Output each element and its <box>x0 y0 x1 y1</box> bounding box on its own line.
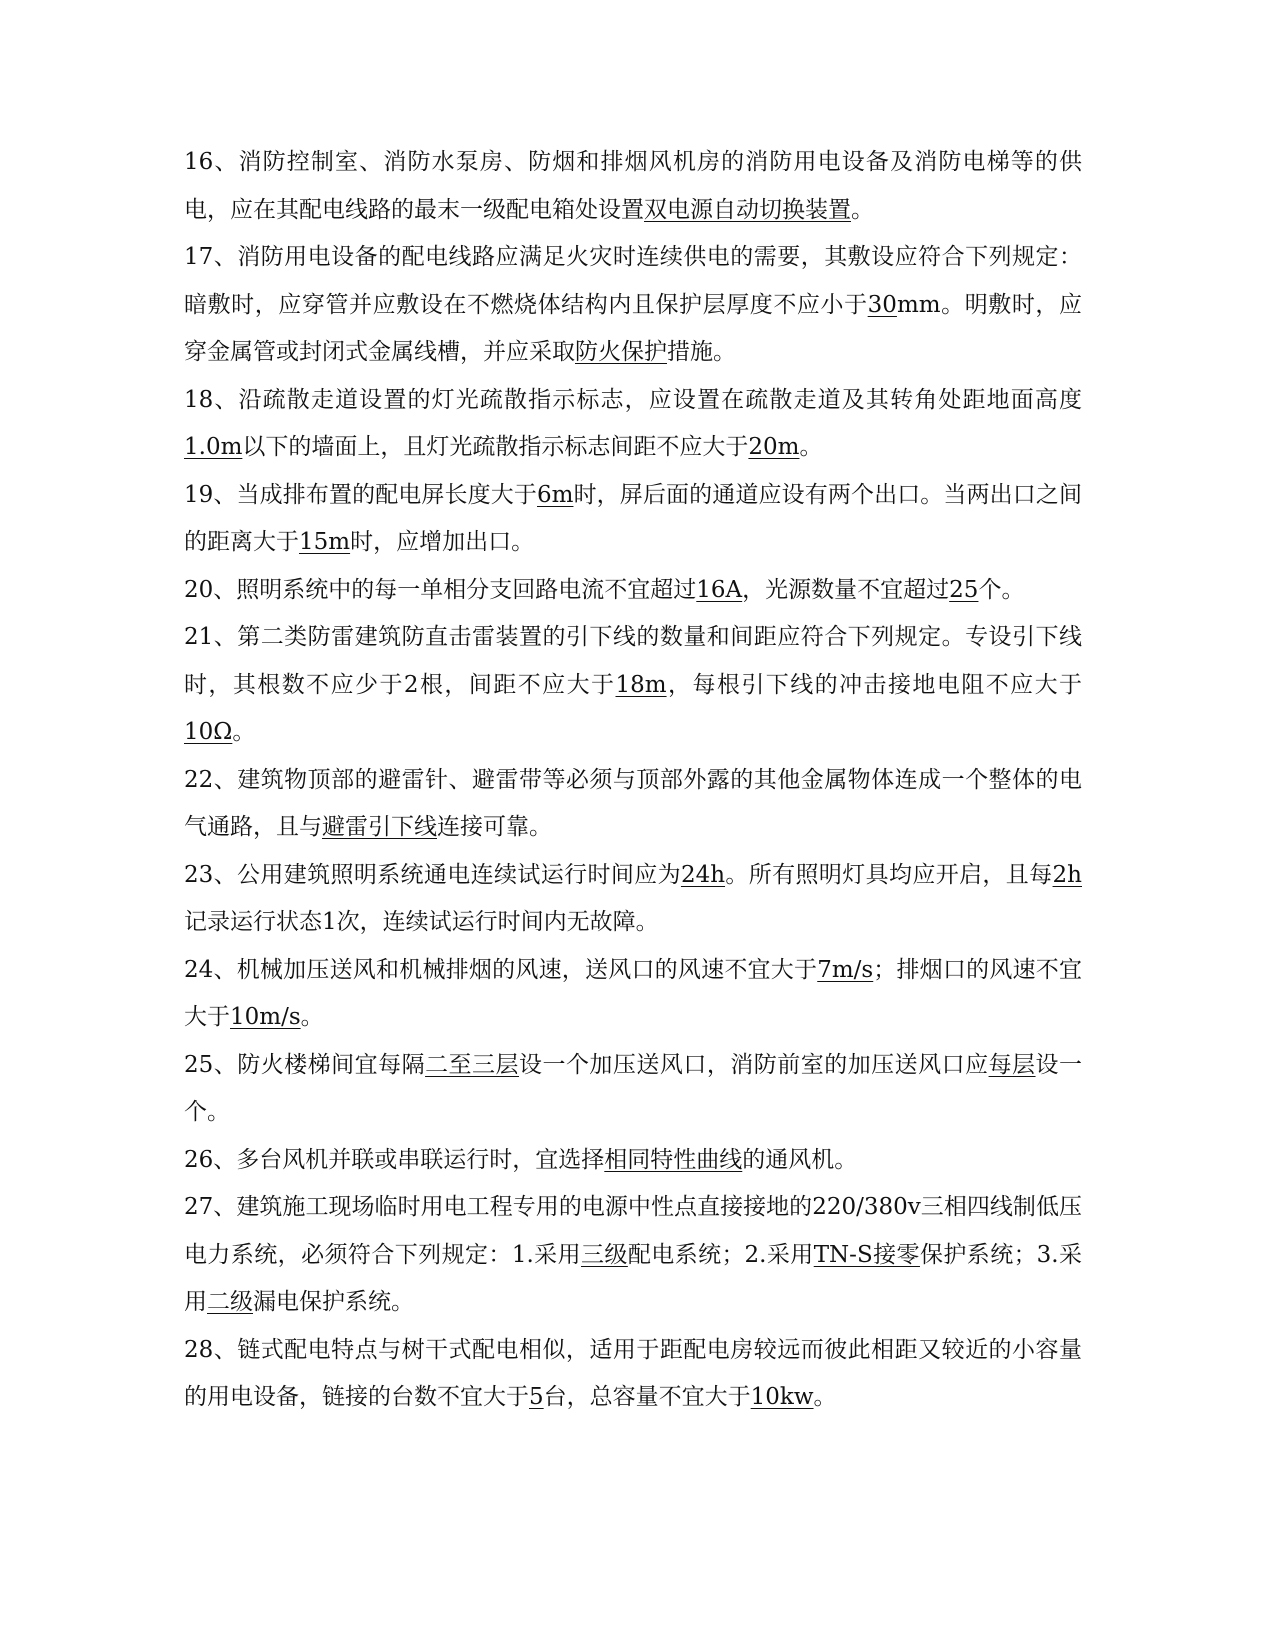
underlined-answer: 二至三层 <box>425 1051 519 1078</box>
underlined-answer: 2h <box>1052 861 1082 888</box>
underlined-answer: 1.0m <box>184 434 243 460</box>
clause-text: 以下的墙面上，且灯光疏散指示标志间距不应大于 <box>242 434 749 460</box>
underlined-answer: TN-S接零 <box>813 1241 920 1268</box>
clause-paragraph <box>184 1327 1082 1422</box>
clause-text: 设一个加压送风口，消防前室的加压送风口应 <box>518 1051 989 1078</box>
underlined-answer: 15m <box>299 529 351 555</box>
clause-text: 28、链式配电特点与树干式配电相似，适用于距配电房较远而彼此相距又较近的小容量的用电设备，链接的台数不宜大于 <box>184 1336 1082 1410</box>
clause-text: 时，应增加出口。 <box>350 529 535 555</box>
clause-text: 22、建筑物顶部的避雷针、避雷带等必须与顶部外露的其他金属物体连成一个整体的电气通路，且与 <box>184 766 1082 840</box>
clause-text: 时，屏后面的通道应设有两个出口。当两出口之间的距离大于 <box>184 481 1082 555</box>
clause-text: 。 <box>799 434 823 460</box>
clause-paragraph <box>184 852 1082 947</box>
clause-paragraph <box>184 1137 1082 1185</box>
underlined-answer: 6m <box>537 481 574 508</box>
clause-paragraph <box>184 234 1082 377</box>
clause-text: 26、多台风机并联或串联运行时，宜选择 <box>184 1146 605 1173</box>
clause-text: ；排烟口的风速不宜大于 <box>184 956 1082 1030</box>
clause-text: 。 <box>851 196 874 223</box>
underlined-answer: 30 <box>867 291 897 318</box>
underlined-answer: 16A <box>696 576 743 603</box>
clause-paragraph <box>184 472 1082 567</box>
clause-text: 保护系统；3.采用 <box>184 1241 1082 1315</box>
underlined-answer: 相同特性曲线 <box>604 1146 743 1173</box>
underlined-answer: 三级 <box>581 1241 628 1268</box>
underlined-answer: 5 <box>529 1384 544 1410</box>
clause-text: 的通风机。 <box>742 1146 858 1173</box>
clause-text: 17、消防用电设备的配电线路应满足火灾时连续供电的需要，其敷设应符合下列规定：暗敷时，应穿管并应敷设在不燃烧体结构内且保护层厚度不应小于 <box>184 244 1082 318</box>
clause-text: 20、照明系统中的每一单相分支回路电流不宜超过 <box>184 576 697 603</box>
clause-text: 记录运行状态1次，连续试运行时间内无故障。 <box>184 909 659 935</box>
clause-text: 。所有照明灯具均应开启，且每 <box>725 861 1053 888</box>
underlined-answer: 10kw <box>750 1384 814 1410</box>
clause-text: 台，总容量不宜大于 <box>543 1384 751 1410</box>
clause-text: 27、建筑施工现场临时用电工程专用的电源中性点直接接地的220/380v三相四线制低压电力系统，必须符合下列规定：1.采用 <box>184 1194 1082 1268</box>
clause-text: 25、防火楼梯间宜每隔 <box>184 1051 426 1078</box>
underlined-answer: 二级 <box>207 1289 253 1315</box>
clause-text: ，每根引下线的冲击接地电阻不应大于 <box>666 671 1083 698</box>
clause-text: 配电系统；2.采用 <box>627 1241 814 1268</box>
clause-text: 。 <box>232 719 256 745</box>
clause-text: 措施。 <box>667 339 736 365</box>
underlined-answer: 防火保护 <box>575 339 667 365</box>
underlined-answer: 20m <box>748 434 800 460</box>
underlined-answer: 双电源自动切换装置 <box>644 196 851 223</box>
clause-text: 漏电保护系统。 <box>253 1289 414 1315</box>
clause-text: 设一个。 <box>184 1051 1083 1125</box>
document-body <box>184 139 1082 1422</box>
underlined-answer: 10Ω <box>184 719 233 745</box>
clause-text: 21、第二类防雷建筑防直击雷装置的引下线的数量和间距应符合下列规定。专设引下线时，其根数不应少于2根，间距不应大于 <box>184 624 1082 698</box>
underlined-answer: 每层 <box>988 1051 1036 1078</box>
clause-paragraph <box>184 757 1082 852</box>
clause-text: 个。 <box>978 576 1025 603</box>
clause-text: 。 <box>813 1384 837 1410</box>
clause-text: 16、消防控制室、消防水泵房、防烟和排烟风机房的消防用电设备及消防电梯等的供电，应在其配电线路的最末一级配电箱处设置 <box>184 149 1082 223</box>
clause-paragraph <box>184 947 1082 1042</box>
clause-paragraph <box>184 567 1082 615</box>
underlined-answer: 25 <box>949 576 979 603</box>
underlined-answer: 24h <box>680 861 726 888</box>
clause-paragraph <box>184 1184 1082 1327</box>
underlined-answer: 避雷引下线 <box>322 814 437 840</box>
underlined-answer: 10m/s <box>230 1004 301 1030</box>
clause-text: 19、当成排布置的配电屏长度大于 <box>184 481 537 508</box>
clause-text: 23、公用建筑照明系统通电连续试运行时间应为 <box>184 861 681 888</box>
clause-paragraph <box>184 139 1082 234</box>
underlined-answer: 18m <box>615 671 667 698</box>
underlined-answer: 7m/s <box>817 956 874 983</box>
clause-paragraph <box>184 377 1082 472</box>
clause-text: mm。明敷时，应穿金属管或封闭式金属线槽，并应采取 <box>184 291 1083 365</box>
clause-text: 18、沿疏散走道设置的灯光疏散指示标志，应设置在疏散走道及其转角处距地面高度 <box>184 386 1082 413</box>
clause-text: ，光源数量不宜超过 <box>742 576 950 603</box>
clause-paragraph <box>184 614 1082 757</box>
clause-paragraph <box>184 1042 1082 1137</box>
clause-text: 24、机械加压送风和机械排烟的风速，送风口的风速不宜大于 <box>184 956 818 983</box>
clause-text: 连接可靠。 <box>437 814 552 840</box>
clause-text: 。 <box>300 1004 324 1030</box>
